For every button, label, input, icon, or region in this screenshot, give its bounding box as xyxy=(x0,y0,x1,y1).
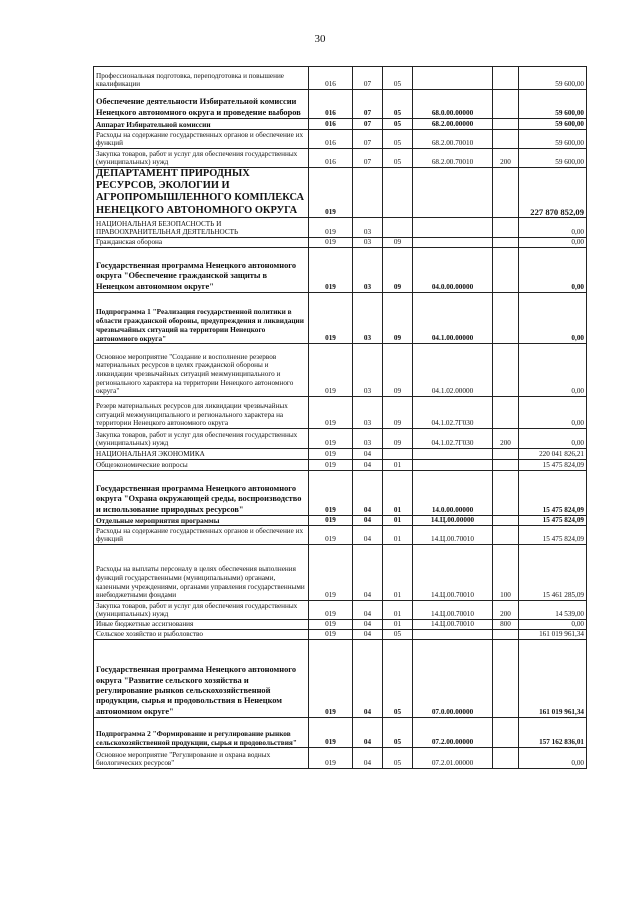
table-row xyxy=(94,459,587,470)
row-amount: 15 475 824,09 xyxy=(519,470,587,515)
row-target-article: 68.2.00.00000 xyxy=(413,119,493,130)
row-subsection-code: 05 xyxy=(383,747,413,768)
row-amount: 59 600,00 xyxy=(519,67,587,90)
table-row xyxy=(94,525,587,544)
table-row xyxy=(94,639,587,717)
row-subsection-code: 05 xyxy=(383,130,413,149)
row-name: Государственная программа Ненецкого автономного округа "Обеспечение гражданской защиты в Ненецком автономном округе" xyxy=(94,247,309,292)
row-subsection-code: 09 xyxy=(383,428,413,448)
row-expense-type xyxy=(493,168,519,218)
row-amount: 0,00 xyxy=(519,747,587,768)
table-row xyxy=(94,119,587,130)
row-subsection-code: 01 xyxy=(383,525,413,544)
row-expense-type xyxy=(493,448,519,459)
row-subsection-code: 01 xyxy=(383,515,413,525)
row-section-code: 03 xyxy=(353,217,383,237)
row-ministry-code: 019 xyxy=(309,217,353,237)
row-name: Сельское хозяйство и рыболовство xyxy=(94,629,309,639)
row-section-code: 07 xyxy=(353,149,383,168)
row-expense-type xyxy=(493,119,519,130)
row-subsection-code: 05 xyxy=(383,639,413,717)
row-amount: 59 600,00 xyxy=(519,90,587,119)
table-row xyxy=(94,67,587,90)
row-section-code: 03 xyxy=(353,396,383,428)
row-subsection-code: 01 xyxy=(383,470,413,515)
row-ministry-code: 019 xyxy=(309,448,353,459)
row-ministry-code: 019 xyxy=(309,247,353,292)
row-expense-type xyxy=(493,470,519,515)
row-name: Подпрограмма 2 "Формирование и регулирование рынков сельскохозяйственной продукции, сырья и продовольствия" xyxy=(94,717,309,747)
row-ministry-code: 019 xyxy=(309,525,353,544)
row-name: Расходы на содержание государственных органов и обеспечение их функций xyxy=(94,525,309,544)
table-row xyxy=(94,747,587,768)
row-section-code: 07 xyxy=(353,130,383,149)
row-expense-type xyxy=(493,247,519,292)
table-row xyxy=(94,544,587,600)
row-section-code: 04 xyxy=(353,459,383,470)
row-target-article: 07.2.00.00000 xyxy=(413,717,493,747)
row-amount: 227 870 852,09 xyxy=(519,168,587,218)
row-target-article: 04.1.02.00000 xyxy=(413,343,493,396)
row-target-article: 04.0.00.00000 xyxy=(413,247,493,292)
row-subsection-code: 09 xyxy=(383,343,413,396)
row-amount: 161 019 961,34 xyxy=(519,629,587,639)
row-ministry-code: 016 xyxy=(309,67,353,90)
row-ministry-code: 019 xyxy=(309,459,353,470)
row-subsection-code: 05 xyxy=(383,149,413,168)
row-expense-type xyxy=(493,343,519,396)
row-expense-type xyxy=(493,747,519,768)
row-ministry-code: 019 xyxy=(309,619,353,629)
row-subsection-code: 01 xyxy=(383,459,413,470)
row-name: НАЦИОНАЛЬНАЯ БЕЗОПАСНОСТЬ И ПРАВООХРАНИТЕЛЬНАЯ ДЕЯТЕЛЬНОСТЬ xyxy=(94,217,309,237)
table-row xyxy=(94,600,587,619)
row-ministry-code: 019 xyxy=(309,396,353,428)
row-expense-type: 100 xyxy=(493,544,519,600)
budget-table xyxy=(93,66,587,769)
row-subsection-code: 01 xyxy=(383,600,413,619)
row-subsection-code: 05 xyxy=(383,90,413,119)
row-amount: 15 475 824,09 xyxy=(519,525,587,544)
row-section-code: 03 xyxy=(353,237,383,247)
row-subsection-code: 09 xyxy=(383,237,413,247)
table-row xyxy=(94,130,587,149)
row-target-article: 14.Ц.00.70010 xyxy=(413,600,493,619)
row-expense-type: 200 xyxy=(493,149,519,168)
row-section-code: 04 xyxy=(353,470,383,515)
row-target-article: 14.0.00.00000 xyxy=(413,470,493,515)
row-name: Профессиональная подготовка, переподготовка и повышение квалификации xyxy=(94,67,309,90)
row-target-article xyxy=(413,629,493,639)
row-amount: 0,00 xyxy=(519,247,587,292)
table-row xyxy=(94,396,587,428)
row-subsection-code xyxy=(383,217,413,237)
row-target-article: 04.1.02.7Г030 xyxy=(413,428,493,448)
row-subsection-code xyxy=(383,168,413,218)
row-amount: 0,00 xyxy=(519,396,587,428)
row-target-article xyxy=(413,459,493,470)
row-target-article: 04.1.00.00000 xyxy=(413,292,493,343)
table-row xyxy=(94,448,587,459)
row-section-code: 04 xyxy=(353,544,383,600)
row-amount: 59 600,00 xyxy=(519,119,587,130)
row-ministry-code: 019 xyxy=(309,600,353,619)
row-ministry-code: 019 xyxy=(309,470,353,515)
row-name: Обеспечение деятельности Избирательной комиссии Ненецкого автономного округа и проведение выборов xyxy=(94,90,309,119)
row-name: НАЦИОНАЛЬНАЯ ЭКОНОМИКА xyxy=(94,448,309,459)
row-expense-type xyxy=(493,292,519,343)
row-target-article: 14.Ц.00.70010 xyxy=(413,544,493,600)
row-ministry-code: 019 xyxy=(309,168,353,218)
row-amount: 0,00 xyxy=(519,428,587,448)
table-row xyxy=(94,343,587,396)
row-section-code: 04 xyxy=(353,629,383,639)
row-target-article: 07.2.01.00000 xyxy=(413,747,493,768)
row-ministry-code: 019 xyxy=(309,292,353,343)
row-subsection-code: 09 xyxy=(383,292,413,343)
row-expense-type xyxy=(493,459,519,470)
row-target-article: 68.0.00.00000 xyxy=(413,90,493,119)
row-target-article: 07.0.00.00000 xyxy=(413,639,493,717)
row-expense-type xyxy=(493,515,519,525)
row-target-article: 68.2.00.70010 xyxy=(413,149,493,168)
row-expense-type xyxy=(493,90,519,119)
row-expense-type xyxy=(493,217,519,237)
row-name: Государственная программа Ненецкого автономного округа "Охрана окружающей среды, воспроизводство и использование природных ресурсов" xyxy=(94,470,309,515)
table-row xyxy=(94,515,587,525)
row-name: Расходы на содержание государственных органов и обеспечение их функций xyxy=(94,130,309,149)
row-target-article xyxy=(413,67,493,90)
row-expense-type: 800 xyxy=(493,619,519,629)
row-expense-type xyxy=(493,237,519,247)
row-amount: 59 600,00 xyxy=(519,149,587,168)
row-amount: 59 600,00 xyxy=(519,130,587,149)
table-row xyxy=(94,90,587,119)
row-amount: 0,00 xyxy=(519,292,587,343)
row-target-article: 04.1.02.7Г030 xyxy=(413,396,493,428)
row-amount: 0,00 xyxy=(519,237,587,247)
row-target-article: 68.2.00.70010 xyxy=(413,130,493,149)
row-amount: 0,00 xyxy=(519,343,587,396)
row-amount: 0,00 xyxy=(519,619,587,629)
row-expense-type xyxy=(493,639,519,717)
row-section-code: 07 xyxy=(353,119,383,130)
row-subsection-code: 05 xyxy=(383,717,413,747)
table-row xyxy=(94,717,587,747)
row-ministry-code: 019 xyxy=(309,639,353,717)
row-expense-type xyxy=(493,525,519,544)
row-ministry-code: 019 xyxy=(309,629,353,639)
row-expense-type xyxy=(493,67,519,90)
row-name: Закупка товаров, работ и услуг для обеспечения государственных (муниципальных) нужд xyxy=(94,600,309,619)
row-name: Основное мероприятие "Регулирование и охрана водных биологических ресурсов" xyxy=(94,747,309,768)
row-section-code: 04 xyxy=(353,448,383,459)
row-ministry-code: 019 xyxy=(309,428,353,448)
table-row xyxy=(94,247,587,292)
row-amount: 14 539,00 xyxy=(519,600,587,619)
table-row xyxy=(94,292,587,343)
row-subsection-code: 05 xyxy=(383,629,413,639)
table-row xyxy=(94,217,587,237)
row-expense-type xyxy=(493,629,519,639)
row-section-code: 04 xyxy=(353,525,383,544)
row-ministry-code: 016 xyxy=(309,149,353,168)
row-ministry-code: 019 xyxy=(309,544,353,600)
row-ministry-code: 019 xyxy=(309,747,353,768)
row-name: Аппарат Избирательной комиссии xyxy=(94,119,309,130)
row-section-code: 04 xyxy=(353,619,383,629)
row-name: Общеэкономические вопросы xyxy=(94,459,309,470)
row-subsection-code: 09 xyxy=(383,396,413,428)
row-section-code xyxy=(353,168,383,218)
row-expense-type xyxy=(493,396,519,428)
row-subsection-code: 01 xyxy=(383,544,413,600)
row-ministry-code: 019 xyxy=(309,237,353,247)
row-section-code: 04 xyxy=(353,747,383,768)
row-amount: 15 461 285,09 xyxy=(519,544,587,600)
row-subsection-code: 05 xyxy=(383,67,413,90)
row-ministry-code: 019 xyxy=(309,343,353,396)
row-section-code: 03 xyxy=(353,247,383,292)
row-section-code: 04 xyxy=(353,639,383,717)
row-amount: 161 019 961,34 xyxy=(519,639,587,717)
table-row xyxy=(94,149,587,168)
row-subsection-code xyxy=(383,448,413,459)
row-expense-type: 200 xyxy=(493,600,519,619)
row-section-code: 03 xyxy=(353,343,383,396)
row-target-article xyxy=(413,217,493,237)
table-row xyxy=(94,428,587,448)
table-row xyxy=(94,619,587,629)
budget-table-body xyxy=(94,67,587,769)
row-section-code: 04 xyxy=(353,515,383,525)
row-subsection-code: 05 xyxy=(383,119,413,130)
row-section-code: 04 xyxy=(353,717,383,747)
row-amount: 0,00 xyxy=(519,217,587,237)
row-name: Подпрограмма 1 "Реализация государственной политики в области гражданской обороны, предупреждения и ликвидации чрезвычайных ситуаций на территории Ненецкого автономного округа" xyxy=(94,292,309,343)
row-amount: 157 162 836,01 xyxy=(519,717,587,747)
row-expense-type xyxy=(493,717,519,747)
row-target-article xyxy=(413,168,493,218)
row-subsection-code: 09 xyxy=(383,247,413,292)
row-name: Иные бюджетные ассигнования xyxy=(94,619,309,629)
row-amount: 220 041 826,21 xyxy=(519,448,587,459)
row-name: Гражданская оборона xyxy=(94,237,309,247)
row-subsection-code: 01 xyxy=(383,619,413,629)
row-amount: 15 475 824,09 xyxy=(519,459,587,470)
row-ministry-code: 016 xyxy=(309,90,353,119)
row-name: ДЕПАРТАМЕНТ ПРИРОДНЫХ РЕСУРСОВ, ЭКОЛОГИИ И АГРОПРОМЫШЛЕННОГО КОМПЛЕКСА НЕНЕЦКОГО АВТОНОМНОГО ОКРУГА xyxy=(94,168,309,218)
row-expense-type xyxy=(493,130,519,149)
table-row xyxy=(94,470,587,515)
row-target-article xyxy=(413,237,493,247)
row-target-article: 14.Ц.00.70010 xyxy=(413,619,493,629)
row-ministry-code: 016 xyxy=(309,130,353,149)
row-target-article xyxy=(413,448,493,459)
row-name: Основное мероприятие "Создание и восполнение резервов материальных ресурсов в целях гражданской обороны и ликвидации чрезвычайных ситуаций межмуниципального и регионального характера на территории Ненецкого автономного округа" xyxy=(94,343,309,396)
row-amount: 15 475 824,09 xyxy=(519,515,587,525)
row-section-code: 03 xyxy=(353,292,383,343)
row-target-article: 14.Ц.00.00000 xyxy=(413,515,493,525)
row-section-code: 03 xyxy=(353,428,383,448)
row-name: Расходы на выплаты персоналу в целях обеспечения выполнения функций государственными (муниципальными) органами, казенными учреждениями, органами управления государственными внебюджетными фондами xyxy=(94,544,309,600)
row-ministry-code: 019 xyxy=(309,515,353,525)
table-row xyxy=(94,237,587,247)
row-ministry-code: 019 xyxy=(309,717,353,747)
row-name: Резерв материальных ресурсов для ликвидации чрезвычайных ситуаций межмуниципального и регионального характера на территории Ненецкого автономного округа xyxy=(94,396,309,428)
row-target-article: 14.Ц.00.70010 xyxy=(413,525,493,544)
row-name: Закупка товаров, работ и услуг для обеспечения государственных (муниципальных) нужд xyxy=(94,149,309,168)
page-number: 30 xyxy=(314,33,326,45)
row-expense-type: 200 xyxy=(493,428,519,448)
row-ministry-code: 016 xyxy=(309,119,353,130)
row-name: Закупка товаров, работ и услуг для обеспечения государственных (муниципальных) нужд xyxy=(94,428,309,448)
table-row xyxy=(94,629,587,639)
row-name: Отдельные мероприятия программы xyxy=(94,515,309,525)
row-section-code: 04 xyxy=(353,600,383,619)
row-section-code: 07 xyxy=(353,90,383,119)
row-name: Государственная программа Ненецкого автономного округа "Развитие сельского хозяйства и регулирование рынков сельскохозяйственной продукции, сырья и продовольствия в Ненецком автономном округе" xyxy=(94,639,309,717)
row-section-code: 07 xyxy=(353,67,383,90)
table-row xyxy=(94,168,587,218)
